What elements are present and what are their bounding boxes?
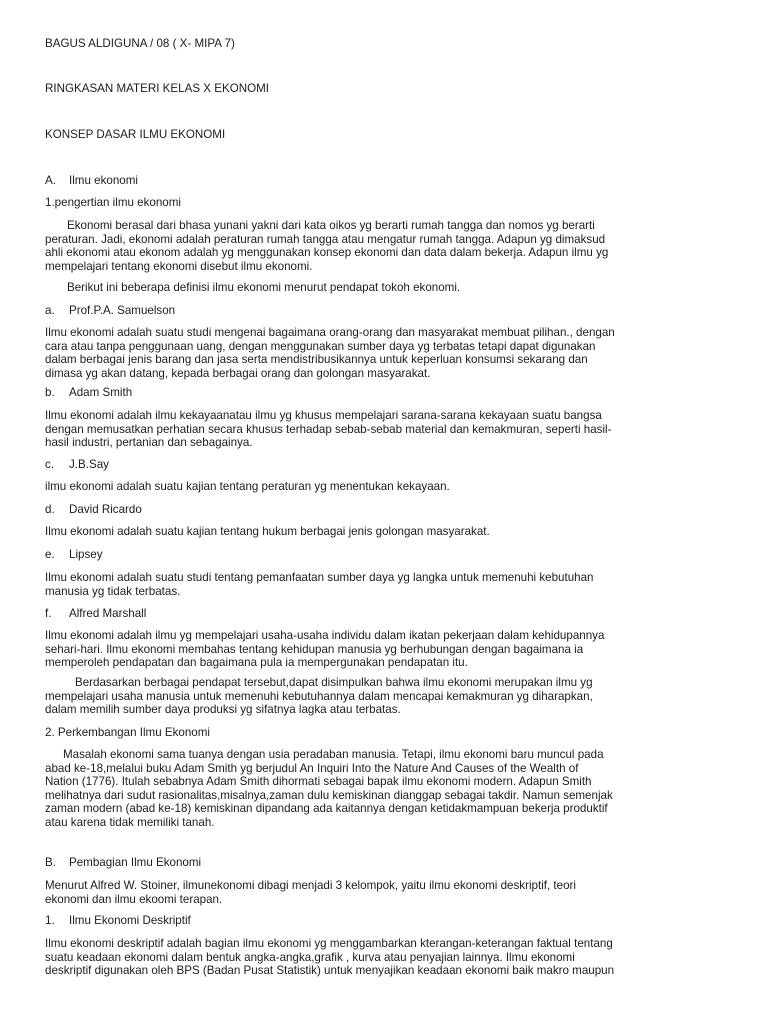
paragraph-line: zaman modern (abad ke-18) kemiskinan dipandang ada kaitannya dengan ketidakmampuan bekerja produktif	[45, 802, 608, 816]
paragraph-line: Masalah ekonomi sama tuanya dengan usia peradaban manusia. Tetapi, ilmu ekonomi baru muncul pada	[63, 748, 604, 761]
expert-heading	[45, 548, 725, 562]
expert-heading	[45, 304, 725, 318]
paragraph-line: Ilmu ekonomi adalah suatu kajian tentang hukum berbagai jenis golongan masyarakat.	[45, 525, 490, 538]
section-b-intro	[45, 879, 725, 906]
paragraph-line: Berdasarkan berbagai pendapat tersebut,dapat disimpulkan bahwa ilmu ekonomi merupakan ilmu yg	[75, 676, 593, 689]
expert-marker: b.	[45, 386, 55, 399]
section-a-marker: A.	[45, 174, 56, 187]
paragraph-line: peraturan. Jadi, ekonomi adalah peraturan rumah tangga atau mengatur rumah tangga. Adapun yg dimaksud	[45, 232, 606, 246]
paragraph-line: dimasa yg akan datang, kepada berbagai orang dan golongan masyarakat.	[45, 366, 431, 380]
paragraph-line: dalam memilih sumber daya produksi yg sifatnya lagka atau terbatas.	[45, 703, 401, 717]
expert-heading	[45, 607, 725, 621]
expert-marker: c.	[45, 458, 55, 471]
expert-definition	[45, 525, 725, 539]
paragraph-line: manusia yg tidak terbatas.	[45, 584, 181, 598]
expert-name: David Ricardo	[69, 503, 142, 516]
document-subtitle: KONSEP DASAR ILMU EKONOMI	[45, 128, 226, 141]
subsection-heading: 1.pengertian ilmu ekonomi	[45, 196, 181, 209]
paragraph-line: dengan memusatkan perhatian secara khusus terhadap sebab-sebab material dan kemakmuran, seperti hasil-	[45, 422, 612, 436]
paragraph-line: Ilmu ekonomi adalah suatu studi tentang pemanfaatan sumber daya yg langka untuk memenuhi kebutuhan	[45, 571, 594, 584]
paragraph-line: ilmu ekonomi adalah suatu kajian tentang peraturan yg menentukan kekayaan.	[45, 480, 450, 493]
paragraph-line: sehari-hari. Ilmu ekonomi membahas tentang kehidupan manusia yg berhubungan dengan bagaimana ia	[45, 642, 584, 656]
paragraph-line: atau karena tidak memiliki tanah.	[45, 815, 215, 829]
expert-name: J.B.Say	[69, 458, 109, 471]
expert-heading	[45, 458, 725, 472]
expert-definition	[45, 409, 725, 450]
paragraph-line: deskriptif digunakan oleh BPS (Badan Pusat Statistik) untuk menyajikan keadaan ekonomi baik makro maupun	[45, 964, 615, 978]
paragraph-line: ahli ekonomi atau ekonom adalah yg menggunakan konsep ekonomi dan data dalam bekerja. Adapun ilmu yg	[45, 246, 609, 260]
definitions-intro: Berikut ini beberapa definisi ilmu ekonomi menurut pendapat tokoh ekonomi.	[67, 281, 461, 294]
paragraph-line: Ilmu ekonomi deskriptif adalah bagian ilmu ekonomi yg menggambarkan kterangan-keterangan faktual tentang	[45, 937, 613, 950]
subsection-item-heading	[45, 914, 725, 928]
expert-name: Prof.P.A. Samuelson	[69, 304, 176, 317]
intro-paragraph	[45, 219, 725, 273]
section-b-heading	[45, 856, 725, 870]
paragraph-line: Ilmu ekonomi adalah suatu studi mengenai bagaimana orang-orang dan masyarakat membuat pilihan., dengan	[45, 326, 615, 339]
expert-name: Adam Smith	[69, 386, 133, 399]
paragraph-line: Menurut Alfred W. Stoiner, ilmunekonomi dibagi menjadi 3 kelompok, yaitu ilmu ekonomi deskriptif, teori	[45, 879, 576, 892]
paragraph-line: cara atau tanpa penggunaan uang, dengan menggunakan sumber daya yg terbatas tetapi dapat digunakan	[45, 339, 596, 353]
section-a-title: Ilmu ekonomi	[69, 174, 138, 187]
paragraph-line: mempelajari tentang ekonomi disebut ilmu ekonomi.	[45, 259, 313, 273]
expert-name: Lipsey	[69, 548, 103, 561]
section-b-title: Pembagian Ilmu Ekonomi	[69, 856, 202, 869]
author-line: BAGUS ALDIGUNA / 08 ( X- MIPA 7)	[45, 37, 235, 50]
expert-heading	[45, 503, 725, 517]
item-title: Ilmu Ekonomi Deskriptif	[69, 914, 191, 927]
paragraph-line: hasil industri, pertanian dan sebagainya.	[45, 436, 253, 450]
development-heading: 2. Perkembangan Ilmu Ekonomi	[45, 726, 210, 739]
item-marker: 1.	[45, 914, 55, 927]
expert-marker: a.	[45, 304, 55, 317]
section-a-heading	[45, 174, 725, 188]
development-paragraph	[45, 748, 725, 830]
paragraph-line: Ekonomi berasal dari bhasa yunani yakni dari kata oikos yg berarti rumah tangga dan nomos yg berarti	[67, 219, 595, 232]
paragraph-line: abad ke-18,melalui buku Adam Smith yg berjudul An Inquiri Into the Nature And Causes of the Wealth of	[45, 761, 579, 775]
paragraph-line: Nation (1776). Itulah sebabnya Adam Smith dihormati sebagai bapak ilmu ekonomi modern. Adapun Smith	[45, 775, 592, 789]
paragraph-line: Ilmu ekonomi adalah ilmu yg mempelajari usaha-usaha individu dalam ikatan pekerjaan dalam kehidupannya	[45, 629, 605, 642]
expert-name: Alfred Marshall	[69, 607, 147, 620]
expert-heading	[45, 386, 725, 400]
paragraph-line: suatu keadaan ekonomi dalam bentuk angka-angka,grafik , kurva atau penyajian lainnya. Ilmu ekonomi	[45, 950, 575, 964]
expert-definition	[45, 480, 725, 494]
expert-definition	[45, 571, 725, 598]
expert-marker: e.	[45, 548, 55, 561]
section-b-marker: B.	[45, 856, 56, 869]
document-title: RINGKASAN MATERI KELAS X EKONOMI	[45, 82, 269, 95]
paragraph-line: dalam berbagai jenis barang dan jasa serta mendistribusikannya untuk keperluan konsumsi sekarang dan	[45, 353, 588, 367]
conclusion-paragraph	[45, 676, 725, 717]
paragraph-line: ekonomi dan ilmu ekoomi terapan.	[45, 892, 223, 906]
expert-marker: f.	[45, 607, 52, 620]
paragraph-line: Ilmu ekonomi adalah ilmu kekayaanatau ilmu yg khusus mempelajari sarana-sarana kekayaan suatu bangsa	[45, 409, 602, 422]
paragraph-line: mempelajari usaha manusia untuk memenuhi kebutuhannya dalam mencapai kemakmuran yg diharapkan,	[45, 689, 593, 703]
paragraph-line: memperoleh pendapatan dan bagaimana pula ia mempergunakan pendapatan itu.	[45, 656, 468, 670]
item-paragraph	[45, 937, 725, 978]
expert-definition	[45, 326, 725, 380]
expert-marker: d.	[45, 503, 55, 516]
paragraph-line: melihatnya dari sudut rasionalitas,misalnya,zaman dulu kemiskinan dianggap sebagai takdir. Namun semenjak	[45, 788, 613, 802]
expert-definition	[45, 629, 725, 670]
